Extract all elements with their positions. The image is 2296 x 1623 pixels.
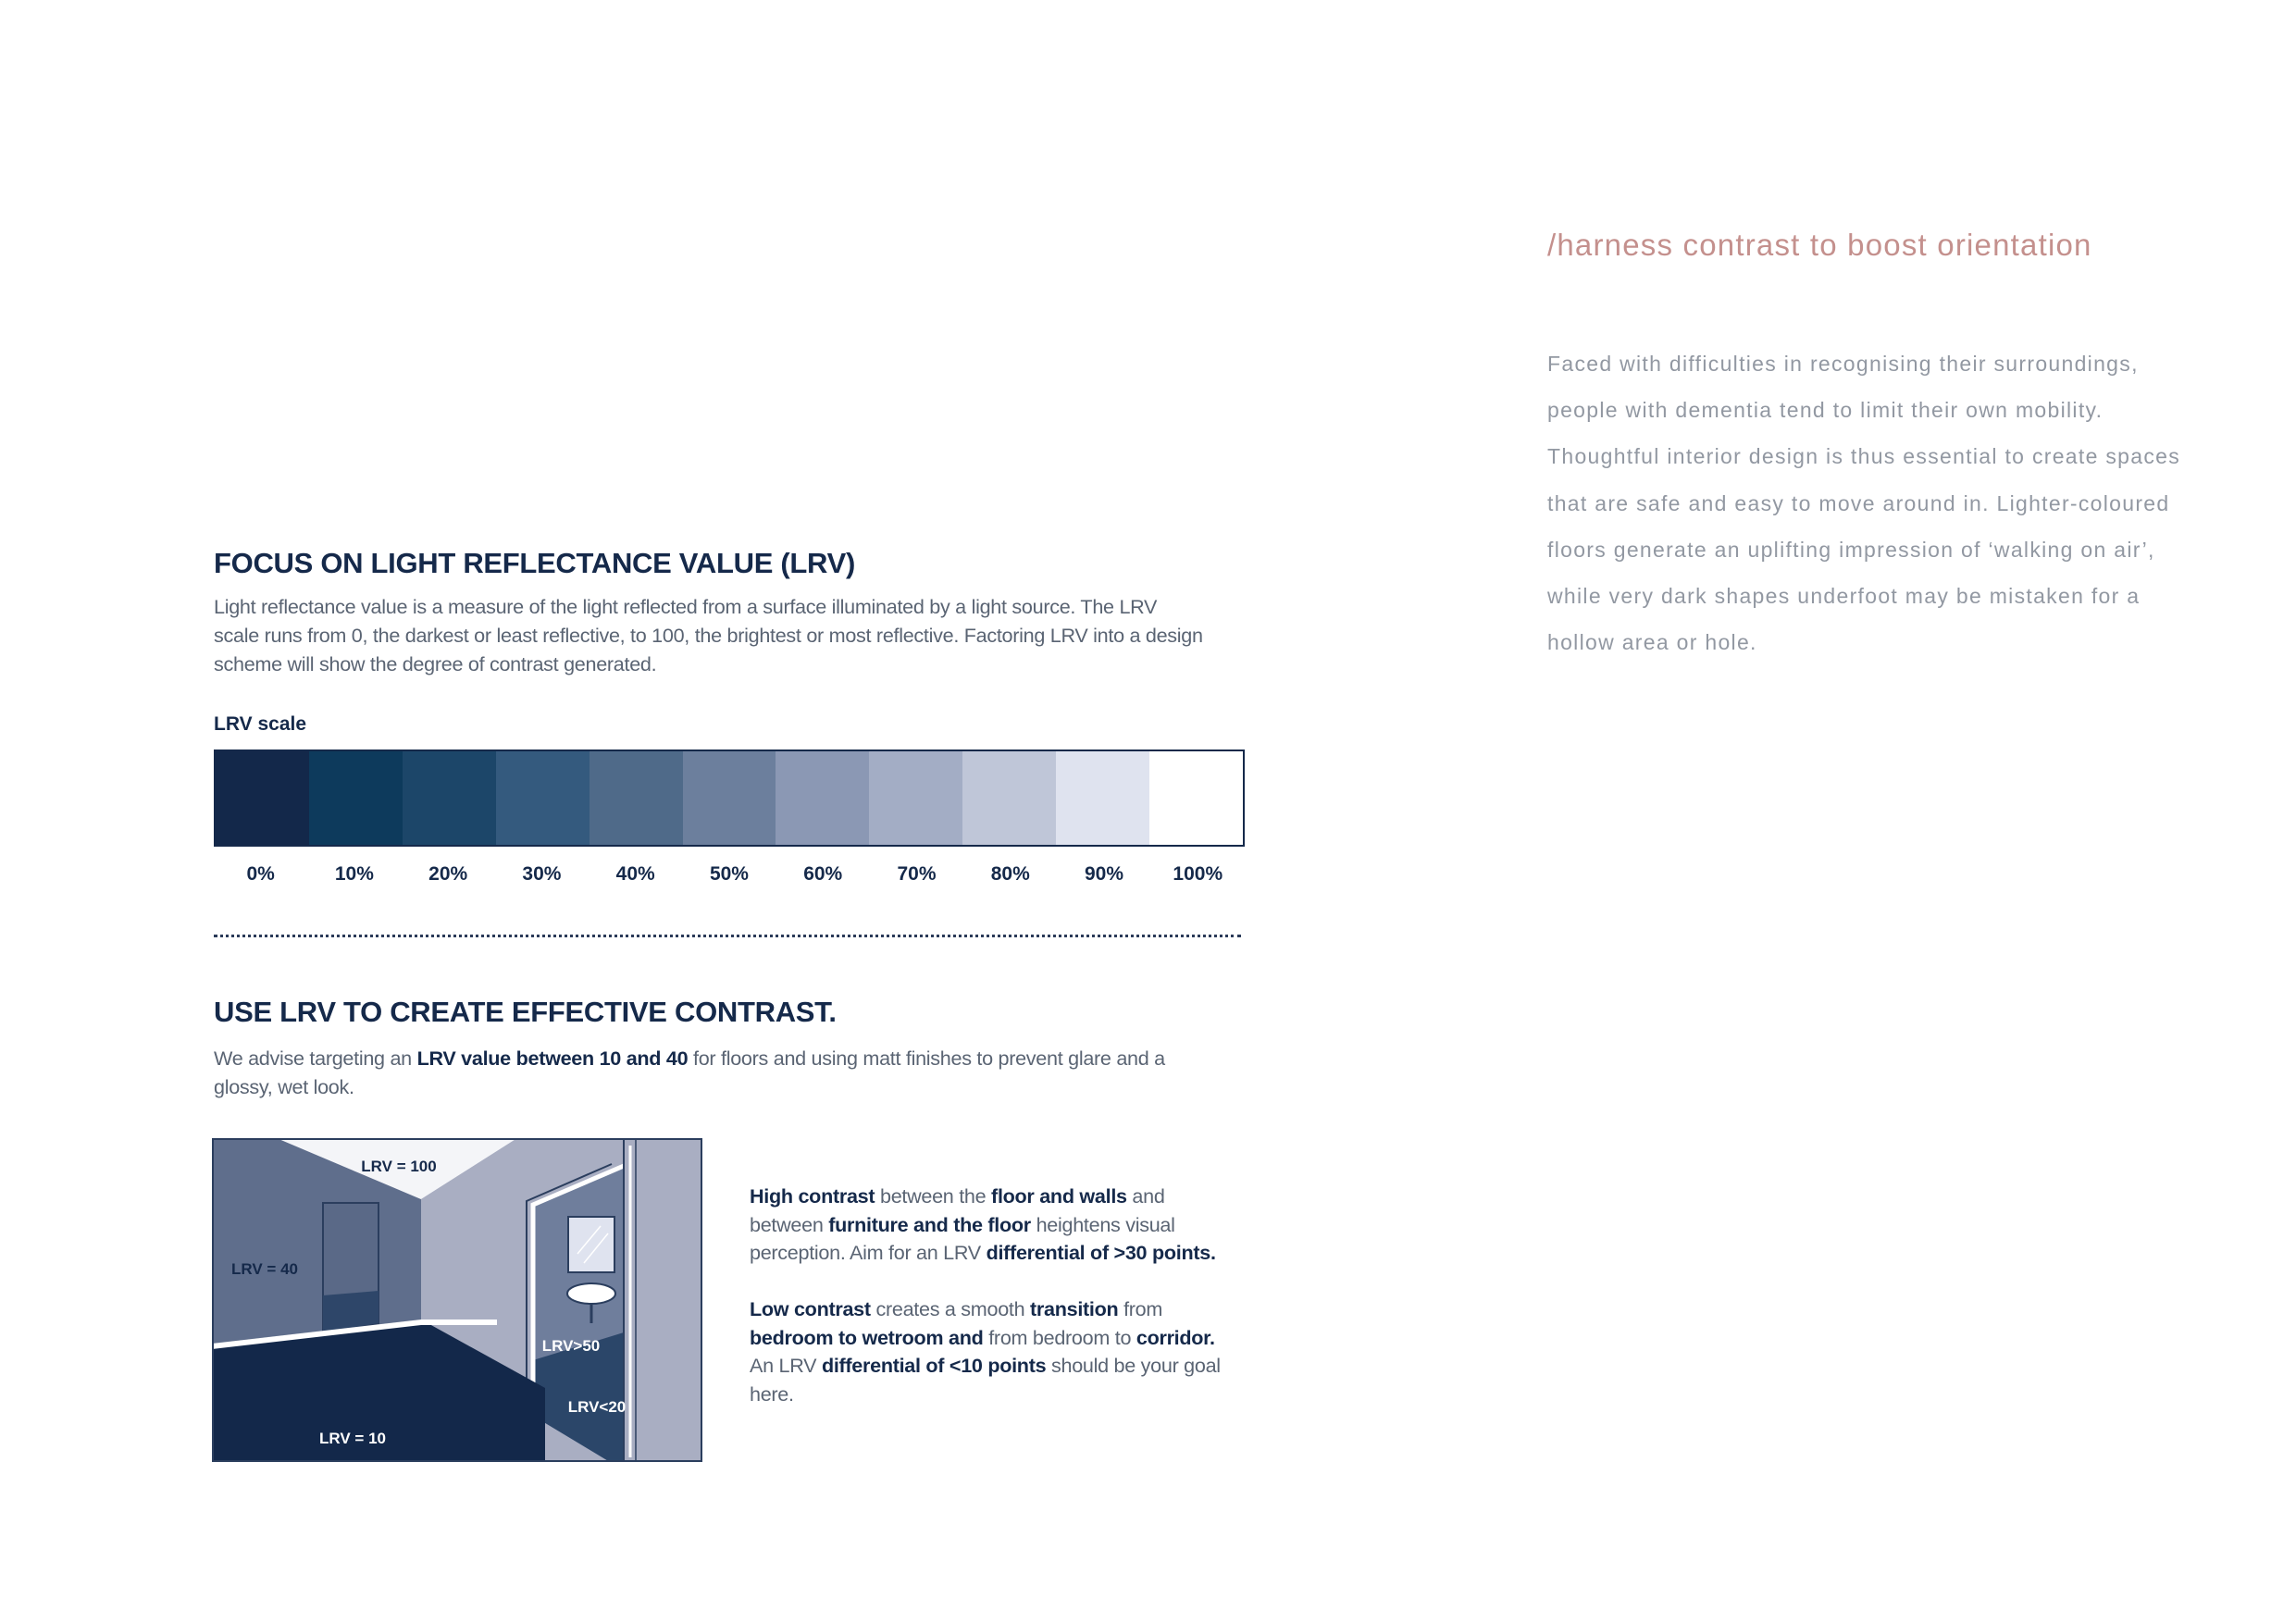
lrv-tick-label: 50% <box>709 863 749 885</box>
contrast-notes <box>750 1183 1268 1437</box>
label-wetroom-floor: LRV<20 <box>567 1398 627 1416</box>
intro-line: while very dark shapes underfoot may be mistaken for a <box>1547 584 2141 609</box>
note-text: from bedroom to <box>983 1325 1136 1349</box>
note-emphasis: differential of >30 points. <box>986 1241 1216 1264</box>
lrv-description-line: Light reflectance value is a measure of the light reflected from a surface illuminated by a light source. The LRV <box>214 595 1158 618</box>
note-text: should be your goal <box>1046 1354 1221 1377</box>
lrv-tick-label: 70% <box>897 863 937 885</box>
lrv-swatch-10 <box>309 751 403 845</box>
mirror <box>568 1217 614 1272</box>
intro-paragraph <box>1547 341 2214 665</box>
label-ceiling: LRV = 100 <box>361 1158 437 1175</box>
lrv-description-line: scheme will show the degree of contrast generated. <box>214 652 657 675</box>
note-text: perception. Aim for an LRV <box>750 1241 987 1264</box>
lrv-description <box>214 592 1250 678</box>
lrv-swatch-50 <box>683 751 776 845</box>
lrv-tick-label: 80% <box>990 863 1030 885</box>
contrast-description <box>214 1044 1250 1101</box>
note-emphasis: floor and walls <box>991 1184 1127 1208</box>
note-emphasis: furniture and the floor <box>828 1212 1031 1236</box>
note-text: heightens visual <box>1030 1212 1175 1236</box>
lrv-tick-label: 60% <box>803 863 843 885</box>
label-floor: LRV = 10 <box>319 1430 386 1447</box>
intro-line: floors generate an uplifting impression of ‘walking on air’, <box>1547 537 2155 562</box>
dotted-divider <box>214 935 1241 937</box>
note-text: An LRV <box>750 1354 822 1377</box>
note-emphasis: corridor. <box>1136 1325 1215 1349</box>
lrv-swatch-30 <box>496 751 590 845</box>
lrv-tick-label: 20% <box>428 863 468 885</box>
lrv-swatch-40 <box>590 751 683 845</box>
note-emphasis: bedroom to wetroom and <box>750 1325 984 1349</box>
contrast-heading: USE LRV TO CREATE EFFECTIVE CONTRAST. <box>214 996 837 1028</box>
desc-text: for floors and using matt finishes to prevent glare and a <box>688 1047 1165 1070</box>
lrv-tick-label: 90% <box>1085 863 1124 885</box>
lrv-description-line: scale runs from 0, the darkest or least reflective, to 100, the brightest or most reflective. Factoring LRV into a design <box>214 624 1203 647</box>
high-contrast-note <box>750 1183 1268 1268</box>
lrv-swatch-80 <box>962 751 1056 845</box>
sink <box>567 1283 615 1304</box>
desc-text: We advise targeting an <box>214 1047 417 1070</box>
note-emphasis: High contrast <box>750 1184 875 1208</box>
lrv-heading: FOCUS ON LIGHT REFLECTANCE VALUE (LRV) <box>214 547 855 579</box>
lrv-tick-label: 40% <box>615 863 655 885</box>
lrv-swatch-60 <box>776 751 869 845</box>
intro-line: that are safe and easy to move around in. Lighter-coloured <box>1547 490 2170 515</box>
lrv-scale-ticks <box>214 863 1245 886</box>
lrv-swatch-0 <box>216 751 309 845</box>
note-text: here. <box>750 1381 794 1406</box>
lrv-scale-bar <box>214 750 1245 847</box>
note-emphasis: Low contrast <box>750 1297 871 1320</box>
intro-line: hollow area or hole. <box>1547 630 1757 655</box>
lrv-swatch-70 <box>869 751 962 845</box>
lrv-tick-label: 100% <box>1173 863 1223 885</box>
skirting <box>421 1319 497 1325</box>
intro-line: Faced with difficulties in recognising their surroundings, <box>1547 352 2139 376</box>
note-text: between <box>750 1212 829 1236</box>
lrv-swatch-90 <box>1056 751 1149 845</box>
intro-line: people with dementia tend to limit their own mobility. <box>1547 398 2104 423</box>
room-illustration <box>212 1138 702 1462</box>
lrv-tick-label: 0% <box>246 863 275 885</box>
note-text: between the <box>875 1184 992 1208</box>
label-wetroom-wall: LRV>50 <box>541 1337 601 1355</box>
contrast-description-line: glossy, wet look. <box>214 1075 354 1098</box>
low-contrast-note <box>750 1295 1268 1408</box>
section-title: /harness contrast to boost orientation <box>1547 228 2092 262</box>
note-emphasis: transition <box>1030 1297 1119 1320</box>
lrv-tick-label: 10% <box>334 863 374 885</box>
label-wall: LRV = 40 <box>231 1260 298 1278</box>
lrv-scale-label: LRV scale <box>214 713 307 735</box>
note-text: from <box>1118 1297 1163 1320</box>
contrast-description-line <box>214 1044 1250 1072</box>
note-emphasis: differential of <10 points <box>821 1354 1047 1377</box>
lrv-swatch-100 <box>1149 751 1243 845</box>
note-text: creates a smooth <box>870 1297 1031 1320</box>
note-text: and <box>1126 1184 1165 1208</box>
lrv-swatch-20 <box>403 751 496 845</box>
lrv-tick-label: 30% <box>522 863 562 885</box>
intro-line: Thoughtful interior design is thus essential to create spaces <box>1547 444 2181 469</box>
desc-emphasis: LRV value between 10 and 40 <box>416 1047 689 1070</box>
